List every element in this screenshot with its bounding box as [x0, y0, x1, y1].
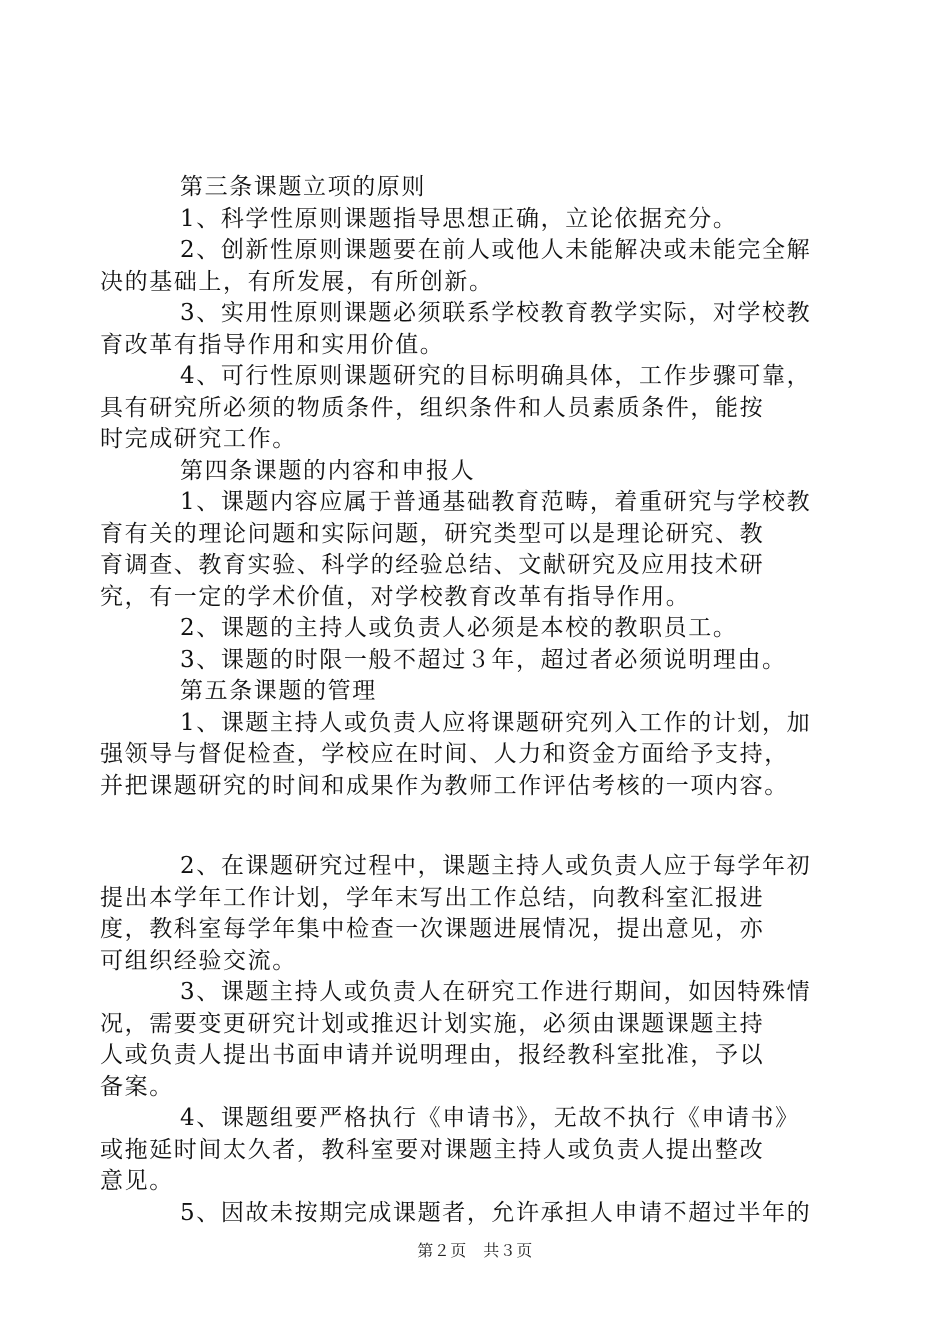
section-heading: 第四条课题的内容和申报人 [180, 457, 476, 484]
paragraph-line: 人或负责人提出书面申请并说明理由，报经教科室批准，予以 [100, 1042, 765, 1068]
paragraph-line: 3、课题主持人或负责人在研究工作进行期间，如因特殊情 [180, 979, 812, 1005]
paragraph-line: 度，教科室每学年集中检查一次课题进展情况，提出意见，亦 [100, 916, 765, 942]
paragraph-line: 1、科学性原则课题指导思想正确，立论依据充分。 [180, 205, 738, 232]
paragraph-line: 具有研究所必须的物质条件，组织条件和人员素质条件，能按 [100, 394, 765, 421]
paragraph-line: 备案。 [100, 1073, 174, 1100]
paragraph-line: 育改革有指导作用和实用价值。 [100, 331, 445, 358]
paragraph-line: 3、课题的时限一般不超过３年，超过者必须说明理由。 [180, 646, 787, 673]
paragraph-line: 强领导与督促检查，学校应在时间、人力和资金方面给予支持， [100, 741, 789, 767]
paragraph-line: 4、课题组要严格执行《申请书》，无故不执行《申请书》 [180, 1105, 800, 1131]
paragraph-line: 4、可行性原则课题研究的目标明确具体，工作步骤可靠， [180, 363, 812, 389]
paragraph-line: 5、因故未按期完成课题者，允许承担人申请不超过半年的 [180, 1199, 812, 1226]
paragraph-line: 究，有一定的学术价值，对学校教育改革有指导作用。 [100, 583, 691, 610]
paragraph-line: 时完成研究工作。 [100, 426, 297, 452]
paragraph-line: 意见。 [100, 1168, 174, 1194]
paragraph-line: 可组织经验交流。 [100, 947, 297, 974]
paragraph-gap [100, 802, 860, 851]
paragraph-line: 并把课题研究的时间和成果作为教师工作评估考核的一项内容。 [100, 772, 789, 799]
paragraph-line: 3、实用性原则课题必须联系学校教育教学实际，对学校教 [180, 300, 812, 326]
paragraph-line: 1、课题内容应属于普通基础教育范畴，着重研究与学校教 [180, 489, 812, 515]
paragraph-line: 育有关的理论问题和实际问题，研究类型可以是理论研究、教 [100, 520, 765, 547]
paragraph-line: 2、课题的主持人或负责人必须是本校的教职员工。 [180, 615, 738, 641]
paragraph-line: 或拖延时间太久者，教科室要对课题主持人或负责人提出整改 [100, 1136, 765, 1163]
paragraph-line: 2、在课题研究过程中，课题主持人或负责人应于每学年初 [180, 853, 812, 879]
section-heading: 第三条课题立项的原则 [180, 174, 426, 200]
paragraph-line: 决的基础上，有所发展，有所创新。 [100, 268, 494, 295]
paragraph-line: 提出本学年工作计划，学年末写出工作总结，向教科室汇报进 [100, 884, 765, 911]
paragraph-line: 况，需要变更研究计划或推迟计划实施，必须由课题课题主持 [100, 1010, 765, 1037]
section-heading: 第五条课题的管理 [180, 678, 377, 704]
paragraph-line: 育调查、教育实验、科学的经验总结、文献研究及应用技术研 [100, 552, 765, 578]
document-body [100, 172, 860, 1229]
page-number: 第２页 共３页 [417, 1241, 533, 1260]
paragraph-line: 1、课题主持人或负责人应将课题研究列入工作的计划，加 [180, 709, 812, 736]
paragraph-line: 2、创新性原则课题要在前人或他人未能解决或未能完全解 [180, 237, 812, 263]
